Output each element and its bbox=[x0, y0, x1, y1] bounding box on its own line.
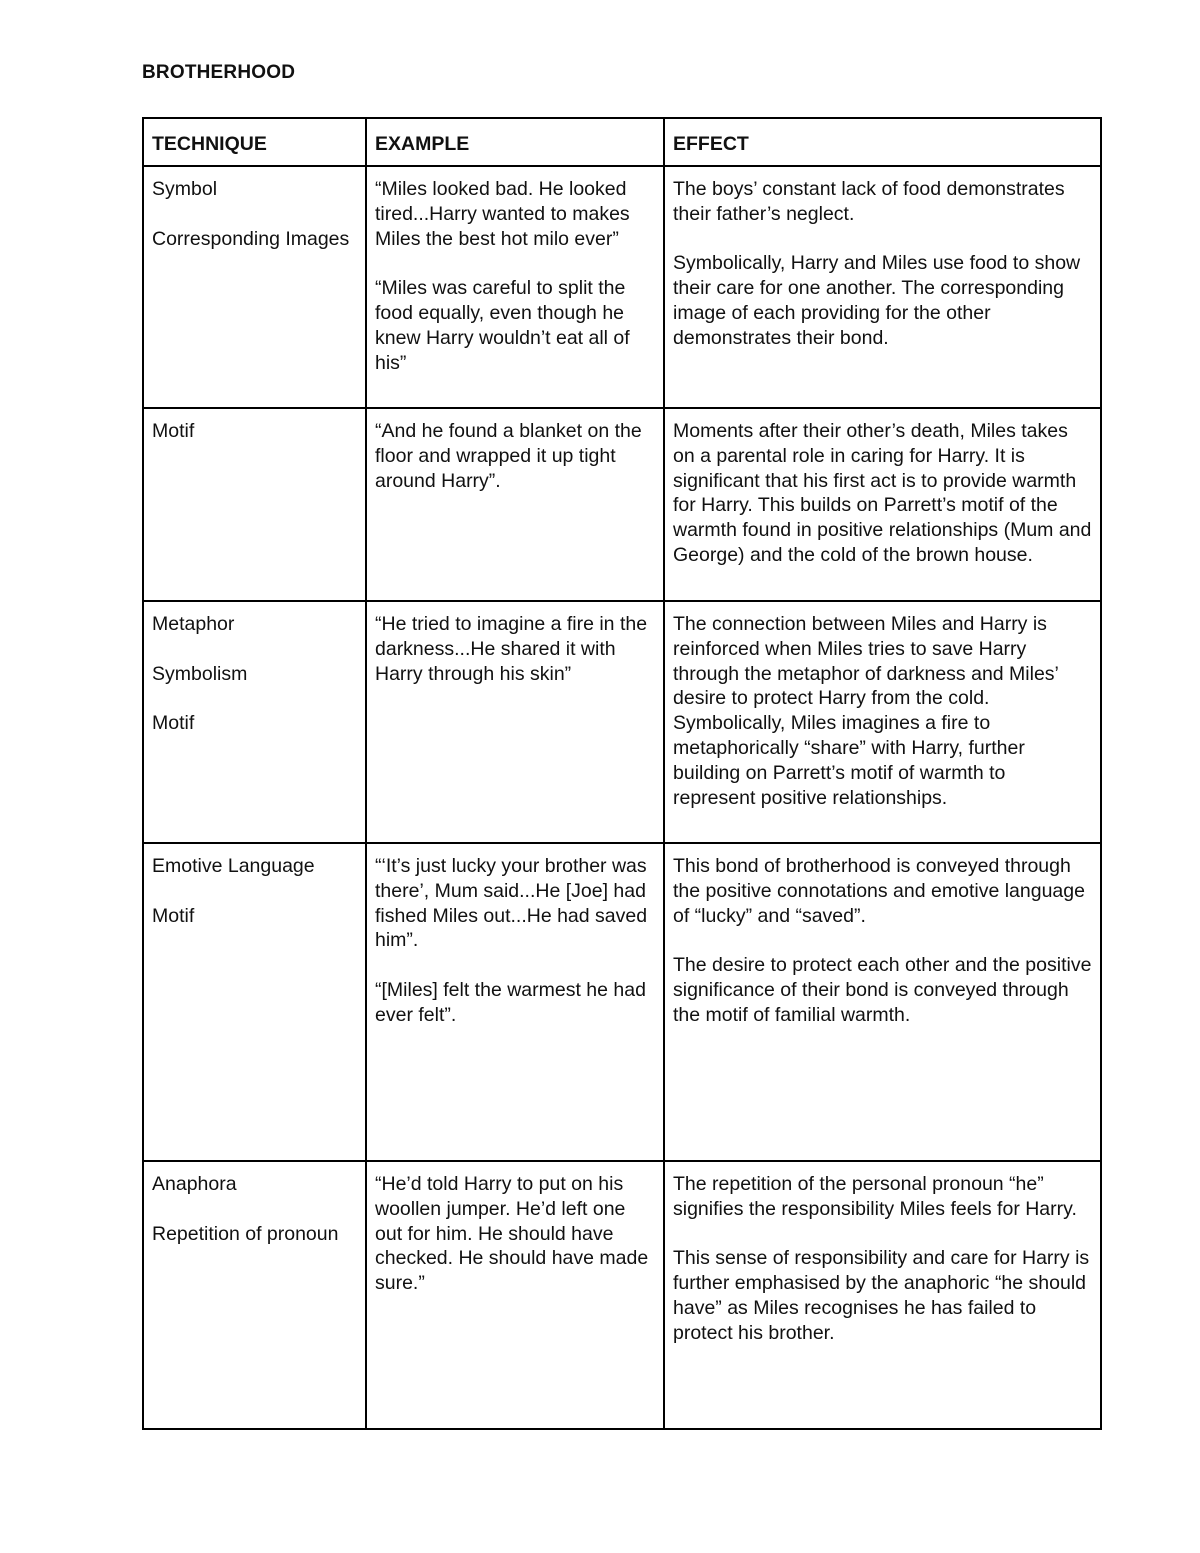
effect-text: This bond of brotherhood is conveyed through the positive connotations and emotive language of “lucky” and “saved”. bbox=[673, 855, 1085, 927]
header-technique: TECHNIQUE bbox=[143, 118, 366, 166]
effect-cell bbox=[664, 408, 1101, 601]
effect-text: The connection between Miles and Harry is reinforced when Miles tries to save Harry through the metaphor of darkness and Miles’ desire to protect Harry from the cold. Symbolically, Miles imagines a fire to metaphorically “share” with Harry, further building on Parrett’s motif of warmth to represent positive relationships. bbox=[673, 613, 1059, 809]
example-cell bbox=[366, 408, 664, 601]
example-quote: “[Miles] felt the warmest he had ever felt”. bbox=[375, 978, 646, 1026]
example-quote: “‘It’s just lucky your brother was there’, Mum said...He [Joe] had fished Miles out...He had saved him”. bbox=[375, 855, 648, 952]
example-quote: “He’d told Harry to put on his woollen jumper. He’d left one out for him. He should have checked. He should have made sure.” bbox=[375, 1173, 649, 1295]
example-quote: “He tried to imagine a fire in the darkness...He shared it with Harry through his skin” bbox=[375, 613, 648, 685]
technique-text: Symbolism bbox=[152, 662, 248, 685]
table-row bbox=[143, 601, 1101, 843]
technique-cell bbox=[143, 408, 366, 601]
example-quote: “Miles was careful to split the food equally, even though he knew Harry wouldn’t eat all of his” bbox=[375, 277, 630, 374]
effect-text: The repetition of the personal pronoun “he” signifies the responsibility Miles feels for Harry. bbox=[673, 1173, 1077, 1220]
technique-text: Emotive Language bbox=[152, 855, 315, 877]
technique-text: Motif bbox=[152, 420, 195, 442]
table-row bbox=[143, 843, 1101, 1161]
effect-cell bbox=[664, 843, 1101, 1161]
effect-cell bbox=[664, 166, 1101, 408]
technique-text: Repetition of pronoun bbox=[152, 1222, 339, 1245]
technique-text: Symbol bbox=[152, 178, 218, 200]
technique-text: Anaphora bbox=[152, 1173, 237, 1195]
effect-text: Moments after their other’s death, Miles takes on a parental role in caring for Harry. It is significant that his first act is to provide warmth for Harry. This builds on Parrett’s motif of the warmth found in positive relationships (Mum and George) and the cold of the brown house. bbox=[673, 420, 1092, 566]
example-quote: “And he found a blanket on the floor and wrapped it up tight around Harry”. bbox=[375, 420, 642, 492]
example-cell bbox=[366, 1161, 664, 1429]
document-title: BROTHERHOOD bbox=[142, 62, 296, 83]
example-cell bbox=[366, 601, 664, 843]
effect-cell bbox=[664, 601, 1101, 843]
technique-cell bbox=[143, 1161, 366, 1429]
table-row bbox=[143, 166, 1101, 408]
example-quote: “Miles looked bad. He looked tired...Harry wanted to makes Miles the best hot milo ever” bbox=[375, 178, 630, 250]
technique-cell bbox=[143, 601, 366, 843]
effect-cell bbox=[664, 1161, 1101, 1429]
example-cell bbox=[366, 166, 664, 408]
header-example: EXAMPLE bbox=[366, 118, 664, 166]
analysis-table bbox=[142, 117, 1102, 1430]
technique-cell bbox=[143, 843, 366, 1161]
effect-text: Symbolically, Harry and Miles use food to show their care for one another. The corresponding image of each providing for the other demonstrates their bond. bbox=[673, 252, 1081, 349]
effect-text: This sense of responsibility and care for Harry is further emphasised by the anaphoric “he should have” as Miles recognises he has failed to protect his brother. bbox=[673, 1247, 1090, 1344]
example-cell bbox=[366, 843, 664, 1161]
table-header-row bbox=[143, 118, 1101, 166]
effect-text: The boys’ constant lack of food demonstrates their father’s neglect. bbox=[673, 178, 1065, 225]
technique-text: Motif bbox=[152, 904, 195, 927]
table-row bbox=[143, 408, 1101, 601]
header-effect: EFFECT bbox=[664, 118, 1101, 166]
technique-text: Metaphor bbox=[152, 613, 235, 635]
technique-text: Motif bbox=[152, 712, 195, 735]
effect-text: The desire to protect each other and the positive significance of their bond is conveyed through the motif of familial warmth. bbox=[673, 954, 1092, 1026]
table-row bbox=[143, 1161, 1101, 1429]
technique-text: Corresponding Images bbox=[152, 227, 350, 250]
technique-cell bbox=[143, 166, 366, 408]
